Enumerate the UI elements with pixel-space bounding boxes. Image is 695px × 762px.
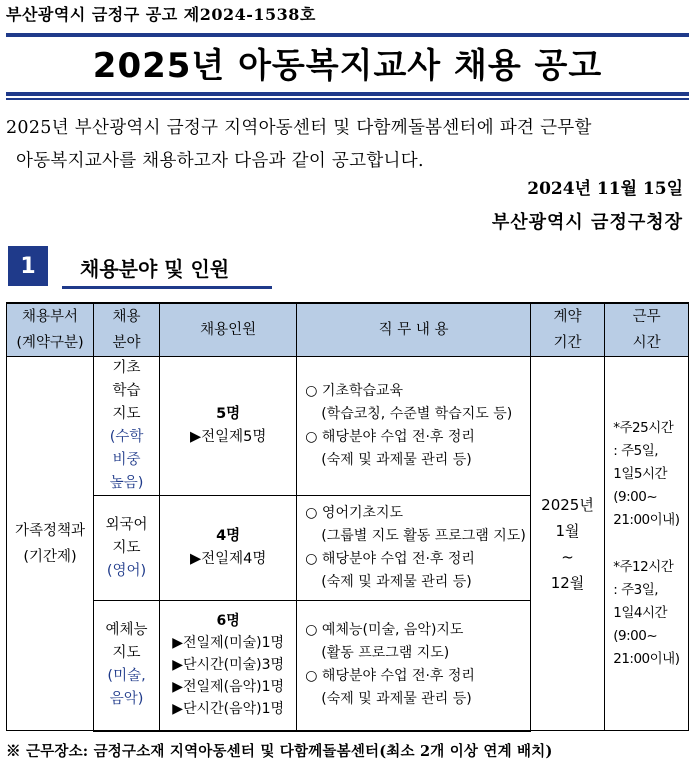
count-detail: ▶전일제(음악)1명 bbox=[172, 679, 285, 696]
document-number: 부산광역시 금정구 공고 제2024-1538호 bbox=[6, 5, 316, 24]
hours-text: 21:00이내) bbox=[613, 650, 680, 667]
hours-text: : 주3일, bbox=[613, 581, 659, 598]
count-total: 6명 bbox=[216, 613, 240, 630]
department-cell bbox=[7, 357, 94, 731]
field-note: 음악) bbox=[109, 691, 144, 708]
header-hours-line1: 근무 bbox=[632, 309, 661, 325]
issuer-name: 부산광역시 금정구청장 bbox=[491, 212, 683, 233]
intro-paragraph bbox=[6, 112, 689, 178]
header-count: 채용인원 bbox=[160, 303, 297, 357]
header-hours-line2: 시간 bbox=[632, 335, 661, 351]
field-note: (수학 bbox=[109, 429, 144, 445]
count-detail: ▶전일제(미술)1명 bbox=[172, 635, 285, 652]
work-location-note: ※ 근무장소: 금정구소재 지역아동센터 및 다함께돌봄센터(최소 2개 이상 연계 배치) bbox=[6, 743, 553, 760]
field-cell bbox=[94, 601, 160, 731]
table-header-row bbox=[7, 303, 689, 357]
hours-text: : 주5일, bbox=[613, 442, 659, 459]
field-note: (영어) bbox=[106, 562, 147, 579]
field-text: 지도 bbox=[112, 645, 141, 662]
intro-line-2: 아동복지교사를 채용하고자 다음과 같이 공고합니다. bbox=[16, 151, 424, 171]
duty-detail: (숙제 및 과제물 관리 등) bbox=[321, 574, 472, 590]
period-end: 12월 bbox=[550, 573, 585, 592]
duty-detail: (숙제 및 과제물 관리 등) bbox=[321, 452, 472, 468]
header-department-line2: (계약구분) bbox=[16, 335, 84, 351]
recruitment-table bbox=[6, 302, 689, 732]
duty-cell bbox=[297, 357, 531, 496]
page-title: 2025년 아동복지교사 채용 공고 bbox=[92, 46, 603, 86]
header-field-line2: 분야 bbox=[112, 335, 141, 351]
duty-item: ○ 영어기초지도 bbox=[305, 505, 404, 521]
header-field-line1: 채용 bbox=[112, 309, 141, 325]
field-cell bbox=[94, 496, 160, 601]
contract-type: (기간제) bbox=[23, 548, 77, 565]
duty-cell bbox=[297, 496, 531, 601]
count-total: 4명 bbox=[216, 528, 241, 544]
header-field bbox=[94, 303, 160, 357]
count-detail: ▶전일제4명 bbox=[189, 551, 267, 567]
field-text: 예체능 bbox=[105, 622, 148, 639]
header-department-line1: 채용부서 bbox=[22, 309, 79, 325]
title-top-rule bbox=[6, 33, 689, 37]
duty-detail: (학습코칭, 수준별 학습지도 등) bbox=[321, 406, 513, 422]
count-detail: ▶단시간(음악)1명 bbox=[172, 701, 285, 718]
hours-text: 1일5시간 bbox=[613, 465, 668, 482]
hours-text: *주25시간 bbox=[613, 419, 674, 436]
hours-text: 21:00이내) bbox=[613, 511, 680, 528]
header-duty: 직 무 내 용 bbox=[297, 303, 531, 357]
duty-cell bbox=[297, 601, 531, 731]
count-cell bbox=[160, 357, 297, 496]
field-text: 지도 bbox=[112, 539, 141, 556]
duty-detail: (그룹별 지도 활동 프로그램 지도) bbox=[321, 528, 526, 544]
count-total: 5명 bbox=[216, 406, 241, 422]
hours-text: (9:00~ bbox=[613, 488, 658, 505]
count-detail: ▶전일제5명 bbox=[189, 429, 267, 445]
header-period bbox=[530, 303, 604, 357]
duty-item: ○ 해당분야 수업 전·후 정리 bbox=[305, 668, 475, 685]
field-note: (미술, bbox=[107, 668, 146, 685]
contract-period-cell bbox=[530, 357, 604, 731]
section-number-badge: 1 bbox=[8, 246, 48, 286]
duty-detail: (숙제 및 과제물 관리 등) bbox=[321, 691, 472, 708]
field-cell bbox=[94, 357, 160, 496]
period-tilde: ~ bbox=[561, 547, 574, 566]
duty-detail: (활동 프로그램 지도) bbox=[321, 645, 450, 662]
field-note: 비중 bbox=[112, 452, 141, 468]
hours-text: *주12시간 bbox=[613, 558, 674, 575]
header-period-line1: 계약 bbox=[553, 309, 582, 325]
title-bottom-rule-thin bbox=[6, 98, 689, 100]
table-row bbox=[7, 357, 689, 496]
announcement-date: 2024년 11월 15일 bbox=[527, 179, 683, 199]
field-text: 기초 bbox=[112, 360, 141, 376]
count-cell bbox=[160, 496, 297, 601]
duty-item: ○ 기초학습교육 bbox=[305, 383, 404, 399]
intro-line-1: 2025년 부산광역시 금정구 지역아동센터 및 다함께돌봄센터에 파견 근무할 bbox=[6, 118, 592, 138]
period-year: 2025년 bbox=[541, 495, 594, 514]
department-name: 가족정책과 bbox=[15, 522, 86, 539]
field-text: 외국어 bbox=[105, 516, 148, 533]
duty-item: ○ 예체능(미술, 음악)지도 bbox=[305, 622, 464, 639]
section-title: 채용분야 및 인원 bbox=[80, 257, 230, 281]
hours-text: (9:00~ bbox=[613, 627, 658, 644]
duty-item: ○ 해당분야 수업 전·후 정리 bbox=[305, 429, 475, 445]
header-period-line2: 기간 bbox=[553, 335, 582, 351]
duty-item: ○ 해당분야 수업 전·후 정리 bbox=[305, 551, 475, 567]
header-hours bbox=[605, 303, 689, 357]
header-department bbox=[7, 303, 94, 357]
count-cell bbox=[160, 601, 297, 731]
count-detail: ▶단시간(미술)3명 bbox=[172, 657, 285, 674]
field-text: 지도 bbox=[112, 406, 141, 422]
section-underline bbox=[62, 286, 272, 289]
field-note: 높음) bbox=[109, 475, 144, 491]
field-text: 학습 bbox=[112, 383, 141, 399]
hours-text: 1일4시간 bbox=[613, 604, 668, 621]
title-bottom-rule bbox=[6, 92, 689, 96]
period-start: 1월 bbox=[555, 521, 580, 540]
work-hours-cell bbox=[605, 357, 689, 731]
hours-spacer bbox=[613, 532, 686, 556]
